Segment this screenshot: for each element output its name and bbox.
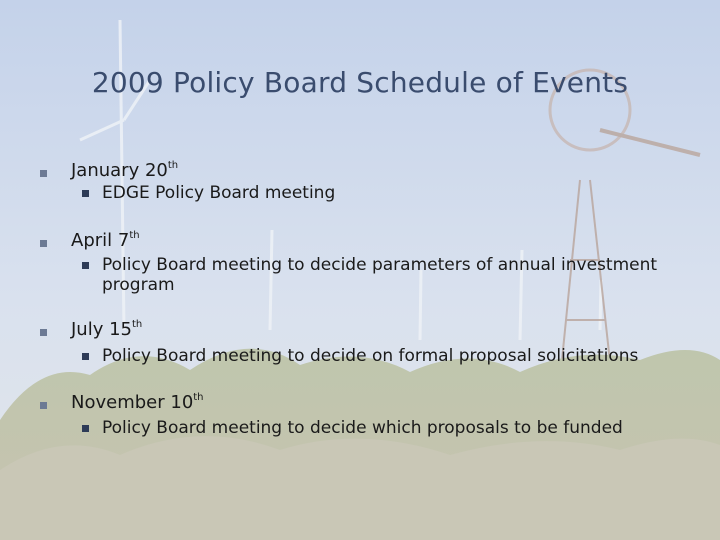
event-date: July 15th [71, 319, 143, 340]
event-detail: Policy Board meeting to decide which proposals to be funded [102, 418, 623, 438]
sub-bullet-icon [82, 425, 89, 432]
event-date: November 10th [71, 392, 204, 413]
bullet-icon [40, 170, 47, 177]
event-detail: Policy Board meeting to decide parameters of annual investment program [102, 255, 658, 295]
bullet-icon [40, 402, 47, 409]
event-date: January 20th [71, 160, 179, 181]
event-detail: Policy Board meeting to decide on formal proposal solicitations [102, 346, 639, 366]
event-date: April 7th [71, 230, 140, 251]
sub-bullet-icon [82, 353, 89, 360]
bullet-icon [40, 240, 47, 247]
event-detail: EDGE Policy Board meeting [102, 183, 336, 203]
sub-bullet-icon [82, 190, 89, 197]
sub-bullet-icon [82, 262, 89, 269]
bullet-icon [40, 329, 47, 336]
slide-title: 2009 Policy Board Schedule of Events [91, 66, 629, 99]
